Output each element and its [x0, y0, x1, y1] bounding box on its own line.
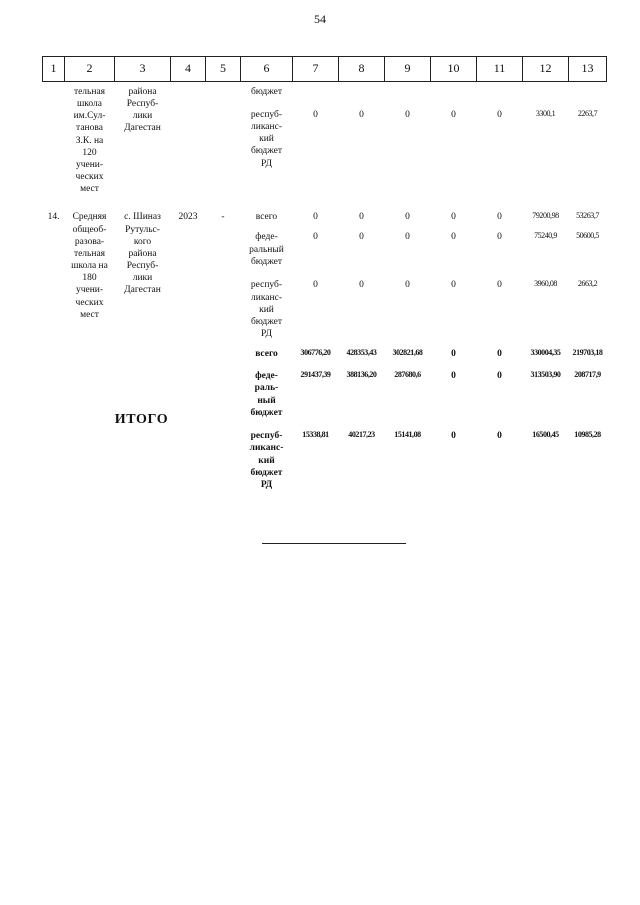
budget-label: респуб- ликанс- кий бюджет РД — [250, 280, 283, 340]
budget-label: всего — [255, 212, 278, 223]
column-header: 1 — [43, 57, 65, 82]
value-cell: 208717,9 — [574, 370, 601, 380]
value-cell: 0 — [451, 431, 456, 442]
column-header: 10 — [431, 57, 477, 82]
column-header: 7 — [293, 57, 339, 82]
value-cell: 2263,7 — [577, 109, 598, 118]
value-cell: 291437,39 — [300, 370, 331, 380]
value-cell: 0 — [359, 232, 364, 243]
budget-label: феде- раль- ный бюджет — [250, 371, 283, 418]
column-header: 8 — [339, 57, 385, 82]
column-header: 13 — [569, 57, 607, 82]
value-cell: 15141,08 — [394, 430, 421, 440]
value-cell: 0 — [451, 110, 456, 120]
table-row — [43, 211, 607, 231]
table-row — [43, 348, 607, 370]
value-cell: 388136,20 — [346, 370, 377, 380]
value-cell: 0 — [451, 232, 456, 243]
budget-label: всего — [255, 349, 278, 360]
value-cell: 0 — [313, 212, 318, 223]
value-cell: 306776,20 — [300, 348, 331, 358]
col5-cell: - — [221, 212, 225, 223]
value-cell: 0 — [451, 280, 456, 291]
value-cell: 0 — [497, 431, 502, 442]
value-cell: 10985,28 — [574, 430, 601, 440]
year-cell: 2023 — [178, 212, 198, 223]
value-cell: 16500,45 — [532, 430, 559, 440]
value-cell: 3300,1 — [535, 109, 556, 118]
value-cell: 219703,18 — [572, 348, 603, 358]
column-header: 6 — [241, 57, 293, 82]
item-number: 14. — [47, 212, 60, 223]
value-cell: 0 — [405, 232, 410, 243]
value-cell: 0 — [405, 212, 410, 223]
table-header-row — [43, 57, 607, 82]
page-number: 54 — [314, 12, 326, 26]
column-header: 4 — [171, 57, 206, 82]
value-cell: 0 — [497, 232, 502, 243]
budget-table — [42, 56, 607, 491]
value-cell: 0 — [359, 110, 364, 120]
value-cell: 0 — [451, 371, 456, 382]
value-cell: 2663,2 — [577, 279, 598, 289]
value-cell: 0 — [497, 280, 502, 291]
value-cell: 0 — [497, 349, 502, 360]
object-location: с. Шиназ Рутульс- кого района Респуб- лики Дагестан — [124, 212, 161, 296]
value-cell: 50600,5 — [576, 231, 599, 241]
value-cell: 75240,9 — [534, 231, 557, 241]
value-cell: 0 — [313, 232, 318, 243]
value-cell: 428353,43 — [346, 348, 377, 358]
value-cell: 15338,81 — [302, 430, 329, 440]
value-cell: 302821,68 — [392, 348, 423, 358]
object-location: района Респуб- лики Дагестан — [124, 87, 161, 134]
object-name: тельная школа им.Сул- танова З.К. на 120 учени- ческих мест — [73, 87, 106, 195]
value-cell: 0 — [405, 110, 410, 120]
value-cell: 313503,90 — [530, 370, 561, 380]
closing-divider — [262, 543, 406, 544]
value-cell: 0 — [497, 110, 502, 120]
column-header: 3 — [115, 57, 171, 82]
value-cell: 0 — [359, 212, 364, 223]
total-label: ИТОГО — [114, 411, 169, 427]
value-cell: 0 — [313, 110, 318, 120]
budget-label: бюджет — [250, 87, 283, 97]
value-cell: 0 — [405, 280, 410, 291]
budget-label: респуб- ликанс- кий бюджет РД — [249, 431, 284, 490]
object-name: Средняя общеоб- разова- тельная школа на 180 учени- ческих мест — [71, 212, 108, 320]
column-header: 5 — [206, 57, 241, 82]
value-cell: 79200,98 — [532, 211, 559, 221]
column-header: 12 — [523, 57, 569, 82]
value-cell: 40217,23 — [348, 430, 375, 440]
value-cell: 0 — [359, 280, 364, 291]
value-cell: 0 — [497, 212, 502, 223]
value-cell: 0 — [451, 349, 456, 360]
column-header: 11 — [477, 57, 523, 82]
value-cell: 287680,6 — [394, 370, 421, 380]
value-cell: 330004,35 — [530, 348, 561, 358]
budget-label: респуб- ликанс- кий бюджет РД — [250, 110, 283, 169]
value-cell: 0 — [313, 280, 318, 291]
value-cell: 53263,7 — [576, 211, 599, 221]
value-cell: 3960,08 — [534, 279, 557, 289]
table-row — [43, 82, 607, 104]
value-cell: 0 — [451, 212, 456, 223]
column-header: 9 — [385, 57, 431, 82]
value-cell: 0 — [497, 371, 502, 382]
column-header: 2 — [65, 57, 115, 82]
budget-label: феде- ральный бюджет — [249, 232, 284, 267]
